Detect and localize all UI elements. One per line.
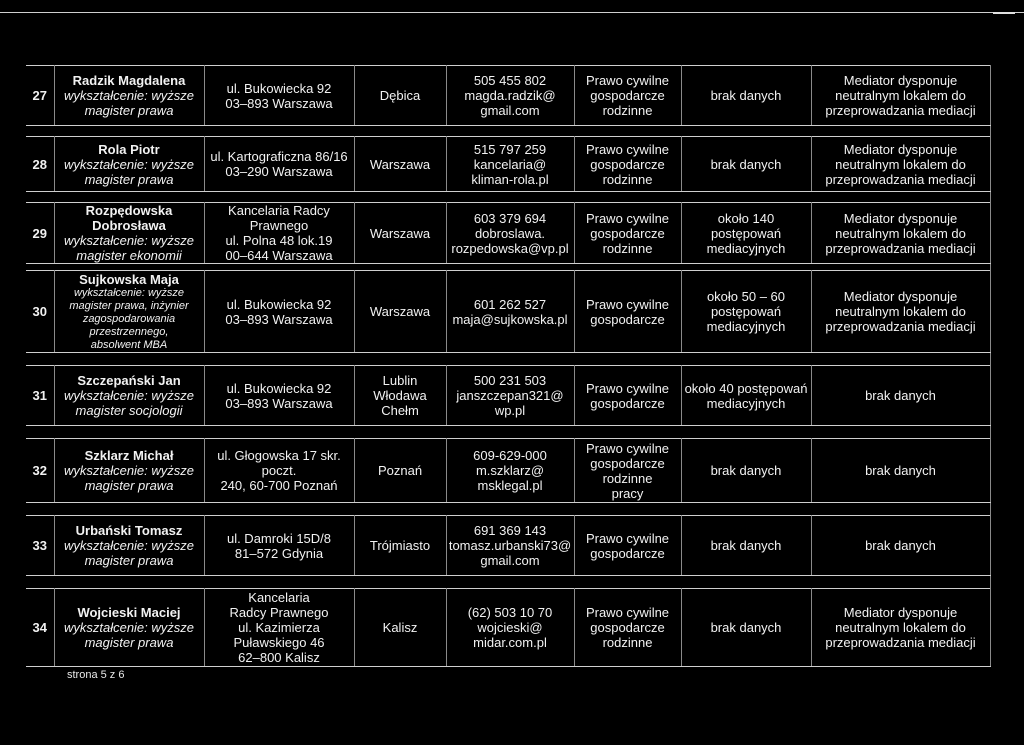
specialty-line: gospodarcze (590, 88, 665, 103)
address-cell (204, 271, 354, 353)
address-line: ul. Bukowiecka 92 (226, 380, 332, 396)
contact-line: janszczepan321@ (456, 388, 564, 403)
contact-line: kliman-rola.pl (471, 171, 549, 187)
mediator-cell (54, 439, 204, 503)
city-line: Kalisz (382, 620, 418, 635)
row-spacer (26, 126, 990, 137)
experience-cell (681, 137, 811, 192)
education-line: wykształcenie: wyższe (73, 286, 185, 299)
premises-line: neutralnym lokalem do (835, 620, 966, 635)
specialty-line: rodzinne (602, 635, 653, 650)
education-line: magister ekonomii (76, 248, 182, 263)
specialty-cell (574, 589, 681, 667)
mediator-cell (54, 271, 204, 353)
page-footer: strona 5 z 6 (67, 669, 125, 681)
education-line: magister prawa (84, 103, 174, 118)
address-line: Puławskiego 46 (233, 635, 325, 650)
experience-line: brak danych (710, 88, 782, 103)
experience-cell (681, 203, 811, 264)
premises-line: neutralnym lokalem do (835, 225, 966, 241)
row-spacer (26, 426, 990, 439)
address-cell (204, 589, 354, 667)
education-line: zagospodarowania (82, 312, 176, 325)
table-row (26, 589, 990, 667)
experience-line: około 50 – 60 (706, 289, 786, 304)
address-line: ul. Kartograficzna 86/16 (210, 149, 348, 164)
address-line: Kancelaria (248, 590, 310, 605)
contact-line: 500 231 503 (473, 373, 547, 388)
row-number: 27 (26, 66, 54, 126)
premises-cell (811, 589, 990, 667)
mediator-cell (54, 516, 204, 576)
contact-cell (446, 66, 574, 126)
row-spacer-cell (26, 353, 990, 366)
mediator-name: Wojcieski Maciej (77, 605, 181, 620)
experience-line: postępowań (710, 304, 782, 319)
row-spacer-cell (26, 426, 990, 439)
city-line: Warszawa (369, 304, 431, 319)
contact-line: maja@sujkowska.pl (452, 311, 568, 327)
experience-cell (681, 271, 811, 353)
address-cell (204, 137, 354, 192)
row-number: 29 (26, 203, 54, 264)
address-line: Radcy Prawnego (229, 605, 329, 620)
mediator-name: Sujkowska Maja (79, 271, 179, 287)
mediator-name: Szczepański Jan (77, 373, 181, 388)
address-line: 03–893 Warszawa (225, 95, 333, 111)
experience-line: brak danych (710, 538, 782, 553)
experience-cell (681, 516, 811, 576)
address-cell (204, 66, 354, 126)
address-line: 81–572 Gdynia (234, 545, 324, 561)
experience-line: mediacyjnych (706, 319, 786, 334)
row-spacer (26, 503, 990, 516)
experience-cell (681, 439, 811, 503)
contact-cell (446, 203, 574, 264)
experience-line: brak danych (710, 463, 782, 478)
contact-line: rozpedowska@vp.pl (451, 240, 569, 256)
premises-cell (811, 366, 990, 426)
premises-line: przeprowadzania mediacji (825, 319, 976, 334)
row-spacer (26, 353, 990, 366)
specialty-cell (574, 366, 681, 426)
city-line: Trójmiasto (369, 538, 431, 553)
premises-line: Mediator dysponuje (843, 141, 958, 157)
mediator-name: Urbański Tomasz (75, 523, 183, 538)
education-line: wykształcenie: wyższe (63, 156, 195, 172)
specialty-line: gospodarcze (590, 395, 665, 411)
experience-line: około 140 (717, 210, 775, 226)
row-number: 34 (26, 589, 54, 667)
education-line: wykształcenie: wyższe (63, 233, 195, 248)
table-row (26, 203, 990, 264)
row-spacer-cell (26, 192, 990, 203)
premises-line: Mediator dysponuje (843, 73, 958, 88)
specialty-line: gospodarcze (590, 620, 665, 635)
city-cell (354, 439, 446, 503)
premises-cell (811, 66, 990, 126)
premises-line: neutralnym lokalem do (835, 156, 966, 172)
city-cell (354, 137, 446, 192)
specialty-line: Prawo cywilne (585, 296, 670, 312)
mediator-name: Rola Piotr (98, 141, 160, 157)
top-rule (0, 12, 1024, 13)
experience-line: mediacyjnych (706, 240, 786, 256)
contact-line: 691 369 143 (473, 523, 547, 538)
contact-cell (446, 137, 574, 192)
specialty-line: gospodarcze (590, 156, 665, 172)
premises-line: brak danych (865, 538, 936, 553)
contact-cell (446, 271, 574, 353)
specialty-line: gospodarcze (590, 455, 665, 471)
city-line: Poznań (377, 463, 423, 478)
city-line: Lublin (382, 373, 418, 388)
address-line: ul. Kazimierza (238, 620, 320, 635)
mediator-cell (54, 203, 204, 264)
contact-cell (446, 516, 574, 576)
specialty-line: gospodarcze (590, 311, 665, 327)
experience-line: brak danych (710, 156, 782, 172)
contact-line: 603 379 694 (473, 210, 547, 226)
specialty-cell (574, 516, 681, 576)
city-cell (354, 66, 446, 126)
premises-line: neutralnym lokalem do (835, 88, 966, 103)
row-number: 28 (26, 137, 54, 192)
education-line: wykształcenie: wyższe (63, 620, 195, 635)
contact-line: gmail.com (480, 553, 540, 568)
specialty-line: Prawo cywilne (585, 210, 670, 226)
premises-line: brak danych (865, 463, 936, 478)
address-line: Kancelaria Radcy Prawnego (228, 203, 330, 233)
contact-line: tomasz.urbanski73@ (448, 538, 572, 553)
top-rule-tick (993, 12, 1015, 14)
premises-cell (811, 271, 990, 353)
education-line: magister prawa (84, 171, 174, 187)
education-line: wykształcenie: wyższe (63, 388, 195, 403)
contact-line: wp.pl (494, 403, 526, 418)
specialty-cell (574, 203, 681, 264)
address-line: ul. Polna 48 lok.19 (225, 233, 333, 248)
premises-line: przeprowadzania mediacji (825, 171, 976, 187)
contact-line: dobroslawa. (474, 225, 546, 241)
premises-line: przeprowadzania mediacji (825, 240, 976, 256)
address-line: 03–290 Warszawa (225, 164, 333, 179)
mediator-name: Szklarz Michał (84, 448, 174, 463)
row-spacer-cell (26, 264, 990, 271)
table-row (26, 137, 990, 192)
address-line: ul. Bukowiecka 92 (226, 296, 332, 312)
table-row (26, 366, 990, 426)
address-cell (204, 439, 354, 503)
education-line: magister prawa (84, 553, 174, 568)
mediator-cell (54, 66, 204, 126)
row-number: 31 (26, 366, 54, 426)
specialty-line: pracy (611, 485, 644, 501)
contact-line: (62) 503 10 70 (467, 605, 553, 620)
premises-line: Mediator dysponuje (843, 289, 958, 304)
premises-line: Mediator dysponuje (843, 210, 958, 226)
address-cell (204, 516, 354, 576)
premises-cell (811, 203, 990, 264)
row-spacer (26, 192, 990, 203)
mediator-cell (54, 366, 204, 426)
city-cell (354, 516, 446, 576)
experience-line: postępowań (710, 225, 782, 241)
address-line: ul. Damroki 15D/8 (226, 530, 332, 546)
specialty-line: Prawo cywilne (585, 141, 670, 157)
city-line: Warszawa (369, 156, 431, 172)
specialty-line: Prawo cywilne (585, 73, 670, 88)
education-line: absolwent MBA (90, 338, 168, 351)
row-spacer-cell (26, 503, 990, 516)
education-line: magister prawa, inżynier (69, 299, 189, 312)
city-cell (354, 589, 446, 667)
city-cell (354, 203, 446, 264)
contact-line: 515 797 259 (473, 141, 547, 157)
specialty-line: gospodarcze (590, 545, 665, 561)
mediator-name: Rozpędowska Dobrosława (85, 203, 173, 233)
city-line: Chełm (381, 403, 419, 418)
education-line: przestrzennego, (89, 325, 169, 338)
contact-cell (446, 439, 574, 503)
address-cell (204, 366, 354, 426)
row-number: 32 (26, 439, 54, 503)
table-row (26, 271, 990, 353)
education-line: wykształcenie: wyższe (63, 538, 195, 553)
experience-line: brak danych (710, 620, 782, 635)
row-spacer (26, 264, 990, 271)
premises-line: Mediator dysponuje (843, 605, 958, 620)
mediator-cell (54, 137, 204, 192)
experience-line: około 40 postępowań (684, 380, 808, 396)
address-line: ul. Głogowska 17 skr. poczt. (217, 448, 341, 478)
address-cell (204, 203, 354, 264)
table-row (26, 66, 990, 126)
specialty-cell (574, 137, 681, 192)
education-line: magister prawa (84, 478, 174, 493)
specialty-line: rodzinne (602, 470, 653, 486)
experience-cell (681, 589, 811, 667)
experience-line: mediacyjnych (706, 395, 786, 411)
specialty-cell (574, 271, 681, 353)
row-spacer-cell (26, 576, 990, 589)
premises-cell (811, 516, 990, 576)
table-row (26, 439, 990, 503)
premises-line: przeprowadzania mediacji (825, 635, 976, 650)
experience-cell (681, 66, 811, 126)
contact-line: magda.radzik@ (464, 88, 556, 103)
row-spacer-cell (26, 126, 990, 137)
contact-line: m.szklarz@ (475, 463, 545, 478)
row-spacer (26, 576, 990, 589)
contact-line: msklegal.pl (477, 478, 543, 493)
contact-line: 601 262 527 (473, 296, 547, 312)
premises-line: neutralnym lokalem do (835, 304, 966, 319)
contact-cell (446, 589, 574, 667)
row-number: 33 (26, 516, 54, 576)
address-line: 03–893 Warszawa (225, 395, 333, 411)
contact-cell (446, 366, 574, 426)
contact-line: 505 455 802 (473, 73, 547, 88)
education-line: magister socjologii (75, 403, 183, 418)
address-line: 240, 60-700 Poznań (220, 478, 338, 493)
premises-line: przeprowadzania mediacji (825, 103, 976, 118)
city-line: Włodawa (373, 388, 427, 403)
city-line: Warszawa (369, 225, 431, 241)
specialty-line: Prawo cywilne (585, 440, 670, 456)
education-line: wykształcenie: wyższe (63, 463, 195, 478)
table-row (26, 516, 990, 576)
contact-line: wojcieski@ (477, 620, 543, 635)
address-line: 03–893 Warszawa (225, 311, 333, 327)
education-line: wykształcenie: wyższe (63, 88, 195, 103)
city-cell (354, 271, 446, 353)
contact-line: kancelaria@ (473, 156, 547, 172)
specialty-line: Prawo cywilne (585, 530, 670, 546)
row-number: 30 (26, 271, 54, 353)
specialty-line: rodzinne (602, 240, 653, 256)
city-line: Dębica (379, 88, 421, 103)
mediator-table (26, 65, 991, 667)
specialty-line: Prawo cywilne (585, 380, 670, 396)
contact-line: 609-629-000 (473, 448, 547, 463)
premises-cell (811, 439, 990, 503)
address-line: ul. Bukowiecka 92 (226, 80, 332, 96)
address-line: 00–644 Warszawa (225, 248, 333, 263)
specialty-line: gospodarcze (590, 225, 665, 241)
contact-line: gmail.com (480, 103, 540, 118)
premises-line: brak danych (865, 388, 936, 403)
specialty-cell (574, 66, 681, 126)
address-line: 62–800 Kalisz (238, 650, 320, 665)
experience-cell (681, 366, 811, 426)
specialty-line: Prawo cywilne (585, 605, 670, 620)
specialty-line: rodzinne (602, 103, 653, 118)
specialty-line: rodzinne (602, 171, 653, 187)
contact-line: midar.com.pl (473, 635, 547, 650)
mediator-name: Radzik Magdalena (72, 73, 186, 88)
education-line: magister prawa (84, 635, 174, 650)
premises-cell (811, 137, 990, 192)
specialty-cell (574, 439, 681, 503)
city-cell (354, 366, 446, 426)
mediator-cell (54, 589, 204, 667)
